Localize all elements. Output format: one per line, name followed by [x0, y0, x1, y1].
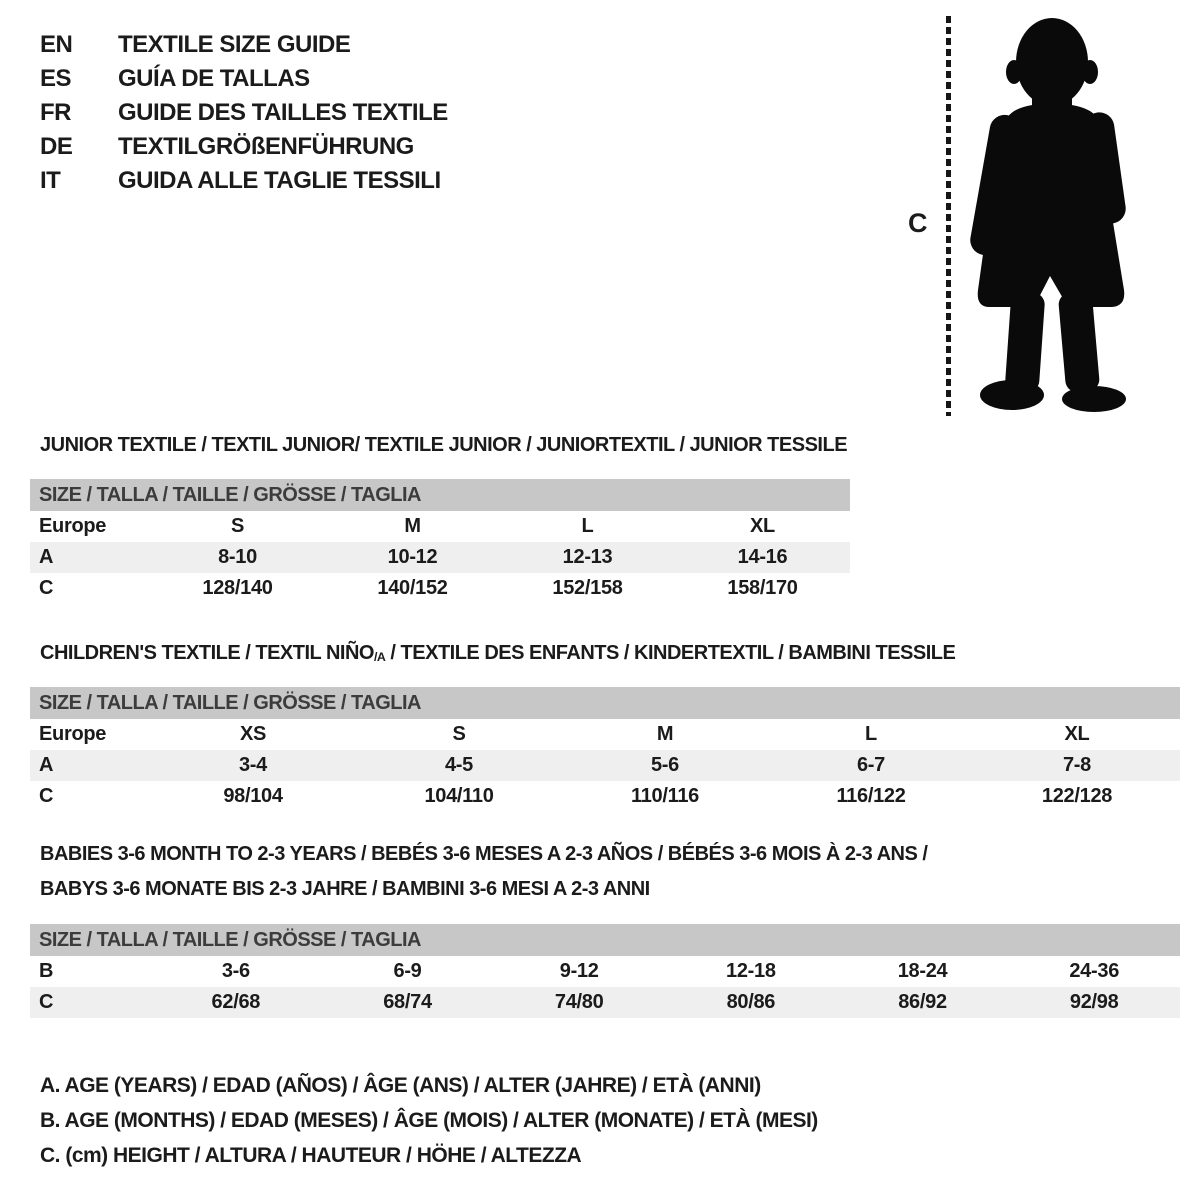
babies-table-header: SIZE / TALLA / TAILLE / GRÖSSE / TAGLIA [30, 924, 1180, 956]
toddler-silhouette-icon [962, 12, 1138, 412]
language-label: GUÍA DE TALLAS [118, 65, 310, 92]
table-cell: 74/80 [554, 991, 604, 1013]
table-cell: 12-18 [726, 960, 776, 982]
table-cell: XS [239, 723, 267, 745]
table-row [30, 987, 1180, 1018]
language-row [40, 130, 448, 164]
table-row [30, 573, 850, 604]
table-cell: 152/158 [552, 577, 623, 599]
row-label: C [39, 991, 54, 1013]
junior-table-rows [30, 511, 850, 604]
table-cell: 18-24 [897, 960, 948, 982]
height-measure-label: C [908, 208, 928, 238]
table-cell: 5-6 [650, 754, 679, 776]
row-label: Europe [39, 723, 107, 745]
babies-section-title-line2: BABYS 3-6 MONATE BIS 2-3 JAHRE / BAMBINI 3-6 MESI A 2-3 ANNI [40, 878, 650, 900]
language-code: FR [40, 99, 71, 126]
table-cell: L [581, 515, 594, 537]
table-cell: 158/170 [727, 577, 798, 599]
row-label: A [39, 754, 54, 776]
table-cell: 80/86 [726, 991, 776, 1013]
height-measure-dashed-line [946, 16, 951, 416]
language-code: DE [40, 133, 73, 160]
junior-section-title: JUNIOR TEXTILE / TEXTIL JUNIOR/ TEXTILE JUNIOR / JUNIORTEXTIL / JUNIOR TESSILE [40, 434, 848, 456]
table-cell: 116/122 [836, 785, 906, 807]
babies-size-table [30, 924, 1180, 1018]
table-cell: 122/128 [1041, 785, 1113, 807]
language-label: TEXTILE SIZE GUIDE [118, 31, 351, 58]
children-table-rows [30, 719, 1180, 812]
table-cell: 104/110 [424, 785, 494, 807]
table-cell: S [452, 723, 466, 745]
table-row [30, 750, 1180, 781]
table-row [30, 511, 850, 542]
language-row [40, 164, 448, 198]
table-cell: L [865, 723, 877, 745]
table-cell: 10-12 [387, 546, 438, 568]
table-cell: 128/140 [202, 577, 273, 599]
table-cell: 8-10 [218, 546, 257, 568]
table-cell: 62/68 [211, 991, 261, 1013]
babies-table-rows [30, 956, 1180, 1018]
language-code: EN [40, 31, 73, 58]
table-row [30, 956, 1180, 987]
table-cell: 68/74 [383, 991, 432, 1013]
table-cell: 3-4 [238, 754, 267, 776]
language-row [40, 96, 448, 130]
language-row [40, 62, 448, 96]
junior-size-table [30, 479, 850, 604]
table-cell: 6-7 [856, 754, 885, 776]
table-cell: 92/98 [1069, 991, 1119, 1013]
babies-section-title-line1: BABIES 3-6 MONTH TO 2-3 YEARS / BEBÉS 3-6 MESES A 2-3 AÑOS / BÉBÉS 3-6 MOIS À 2-3 ANS / [40, 843, 928, 865]
table-cell: 12-13 [562, 546, 613, 568]
legend-line: C. (cm) HEIGHT / ALTURA / HAUTEUR / HÖHE / ALTEZZA [40, 1143, 582, 1167]
language-code: IT [40, 167, 61, 194]
language-label: GUIDE DES TAILLES TEXTILE [118, 99, 448, 126]
row-label: C [39, 577, 54, 599]
row-label: B [39, 960, 54, 982]
table-cell: 6-9 [393, 960, 422, 982]
children-title-part1: CHILDREN'S TEXTILE / TEXTIL NIÑO [40, 642, 374, 664]
junior-table-header: SIZE / TALLA / TAILLE / GRÖSSE / TAGLIA [30, 479, 850, 511]
children-section-title [40, 642, 955, 665]
table-cell: 140/152 [377, 577, 448, 599]
table-cell: XL [750, 515, 775, 537]
table-cell: 4-5 [444, 754, 473, 776]
children-title-part2: / TEXTILE DES ENFANTS / KINDERTEXTIL / BAMBINI TESSILE [385, 642, 956, 664]
table-cell: 9-12 [559, 960, 599, 982]
table-cell: S [230, 515, 245, 537]
table-cell: XL [1064, 723, 1090, 745]
children-size-table [30, 687, 1180, 812]
legend-line: B. AGE (MONTHS) / EDAD (MESES) / ÂGE (MOIS) / ALTER (MONATE) / ETÀ (MESI) [40, 1108, 818, 1132]
table-row [30, 719, 1180, 750]
measurement-legend [40, 1068, 818, 1173]
table-cell: 110/116 [631, 785, 699, 807]
table-cell: 7-8 [1062, 754, 1091, 776]
table-cell: 98/104 [223, 785, 283, 807]
children-title-nino-a-suffix: /A [373, 650, 386, 665]
table-cell: 24-36 [1069, 960, 1120, 982]
language-list [40, 28, 448, 198]
table-cell: 14-16 [737, 546, 788, 568]
language-label: GUIDA ALLE TAGLIE TESSILI [118, 167, 441, 194]
legend-line: A. AGE (YEARS) / EDAD (AÑOS) / ÂGE (ANS) / ALTER (JAHRE) / ETÀ (ANNI) [40, 1073, 761, 1097]
language-code: ES [40, 65, 72, 92]
language-row [40, 28, 448, 62]
children-table-header: SIZE / TALLA / TAILLE / GRÖSSE / TAGLIA [30, 687, 1180, 719]
table-cell: M [404, 515, 421, 537]
table-cell: 3-6 [221, 960, 250, 982]
table-row [30, 781, 1180, 812]
table-cell: 86/92 [898, 991, 947, 1013]
table-row [30, 542, 850, 573]
language-label: TEXTILGRÖßENFÜHRUNG [118, 133, 414, 160]
table-cell: M [656, 723, 674, 745]
row-label: A [39, 546, 54, 568]
row-label: Europe [39, 515, 107, 537]
row-label: C [39, 785, 54, 807]
